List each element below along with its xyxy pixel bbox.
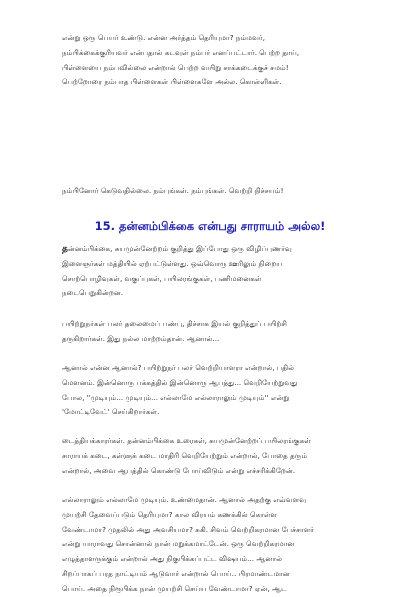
drop-cap: த [62, 244, 68, 254]
paragraph-self-confidence [62, 242, 362, 301]
paragraph-self-confidence-text: ன்னம்பிக்கை, சுயமுன்னேற்றம் குறித்து இப்போது ஒரு விழிப்புணர்வு இளைஞர்கள் மத்தியில் ஏற்பட்டுள்ளது. ஒவ்வொரு ஊரிலும் நிறைய சொற்பொழிவுகள், வகுப்புகள், பயிலரங்குகள், பணிமனைகள் நடைபெறுகின்றன. [62, 244, 292, 298]
paragraph-warning: டைத்தியக்காரர்கள். தன்னம்பிக்கை உரைகள், சுயமுன்னேற்றப் பயிலரங்குகள் சாராயக் கடை, கள்ளுக் கடை மாதிரி வெறியேற்றும் என்றால், போதை தரும் என்றால், அவை ஆபத்தில் கொண்டு போய்விடும் என்று எச்சரிக்கிறேன். [62, 436, 311, 475]
paragraph-intro: என்று ஒரு பெயர் உண்டு. என்ன அர்த்தம் தெரியுமா? நம்மவர், நம்பிக்கைக்குரியவர் என்பதால் கடவுள் நம்பர் எனப்பட்டார். பெற்ற தாய், பிள்ளையை நம்பவில்லை என்றால் பெற்ற வயிறு சாக்கடைக்குச் சமம்! பெற்றோரை நம்பாத பிள்ளைகள் பிள்ளைகளே அல்ல. கொள்ளிகள். [62, 33, 300, 87]
paragraph-everyone-can: எல்லாராலும் எல்லாமே முடியும். உண்மைதான். ஆனால் அதற்கு எவ்வளவு முயற்சி தேவைப்படும் தெரியுமா? கால விரயம் கணக்கில் கொள்ள வேண்டாமா? முதலில் அது அவசியமா? சுகி. சிவம் வெற்றிகரமான பேச்சாளர் என்று யாராவது சொன்னால் நான் மறுக்கமாட்டேன். ஒரு வெற்றிகரமான எழுத்தாளருக்கும் என்றால் அது நிகுபிக்கப்பட்ட விஷயம்... ஆனால் சிறப்பாகப் பரத நாட்டியம் ஆடுவார் என்றால் பொய்.. பிரமாண்டமான பொய். அதை நிரூபிக்க நான் முயற்சி செய்ய வேண்டாமா? ஏன், ஆட [62, 495, 315, 593]
paragraph-trust: நம்பினோர் கெடுவதில்லை. நம்புங்கள். நம்புங்கள். வெற்றி நிச்சயம்! [62, 186, 284, 195]
paragraph-trainers: பயிற்றுநர்கள் பலர் தலைமைப் பண்பு, திச்சாக இயல் குறித்துப் பயிற்சி தருகிறார்கள். இது நல்ல மாற்றம்தான். ஆனால்... [62, 319, 288, 343]
paragraph-but: ஆனால் என்ன ஆனால்? பயிற்றுநர் பலர் வெற்றியாளரா என்றால், பதில் மௌனம். இன்னொரு பக்கத்தில் இன்னொரு ஆபத்து... வெறியேற்றுவது போல, ''முடியும்... முடியும்... எல்லாமே எல்லாராலும் முடியும்'' என்று 'மோட்டிவேட்' செய்கிறார்கள். [62, 363, 298, 417]
chapter-heading: 15. தன்னம்பிக்கை என்பது சாராயம் அல்ல! [94, 219, 326, 233]
